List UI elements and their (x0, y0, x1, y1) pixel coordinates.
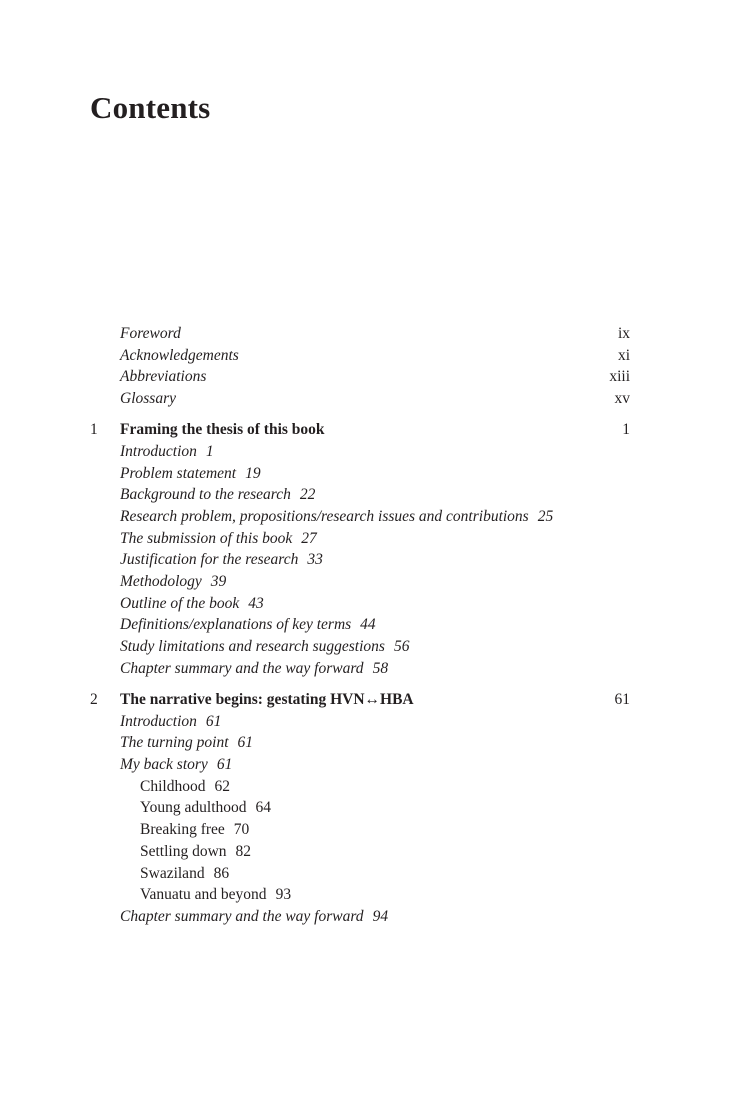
spacer (90, 680, 630, 690)
toc-section-text (120, 711, 221, 733)
toc-subsection[interactable] (90, 776, 630, 798)
toc-section-label: Justification for the research (120, 551, 299, 569)
toc-section-text (120, 549, 323, 571)
toc-subsection-page: 93 (275, 886, 292, 904)
toc-section-page: 44 (360, 616, 376, 634)
toc-subsection[interactable] (90, 884, 630, 906)
toc-section-page: 19 (245, 464, 261, 482)
toc-entry-page: xv (614, 390, 630, 408)
toc-section-text (120, 463, 261, 485)
toc-entry-label: Foreword (120, 325, 181, 342)
toc-section[interactable] (90, 658, 630, 680)
toc-subsection-text (140, 776, 230, 798)
toc-subsection-label: Settling down (140, 842, 227, 860)
toc-section[interactable] (90, 636, 630, 658)
chapter-page: 1 (622, 421, 630, 439)
toc-subsection[interactable] (90, 819, 630, 841)
toc-section-page: 27 (301, 529, 317, 547)
toc-section-page: 43 (248, 594, 264, 612)
toc-subsection-label: Young adulthood (140, 799, 247, 817)
toc-section[interactable] (90, 549, 630, 571)
toc-section-page: 61 (237, 734, 254, 752)
toc-section[interactable] (90, 506, 630, 528)
toc-section-label: The submission of this book (120, 529, 293, 547)
toc-subsection-label: Breaking free (140, 821, 225, 839)
toc-section[interactable] (90, 571, 630, 593)
toc-section-text (120, 906, 388, 928)
toc-section-text (120, 658, 388, 680)
toc-subsection-text (140, 819, 249, 841)
toc-section-page: 22 (299, 486, 316, 504)
toc-section-label: Outline of the book (120, 594, 240, 612)
toc-subsection-text (140, 797, 271, 819)
page-title: Contents (90, 90, 211, 125)
toc-subsection-label: Vanuatu and beyond (140, 886, 267, 904)
toc-section-label: Study limitations and research suggestions (120, 638, 385, 656)
toc-entry-label: Acknowledgements (120, 346, 239, 364)
toc-section-label: Introduction (120, 442, 197, 460)
toc-section[interactable] (90, 441, 630, 463)
toc-section[interactable] (90, 484, 630, 506)
toc-subsection-label: Childhood (140, 777, 206, 795)
chapter-page: 61 (614, 691, 630, 708)
toc-section-page: 1 (205, 442, 214, 460)
toc-section-text (120, 614, 376, 636)
toc-section-text (120, 484, 315, 506)
toc-subsection-page: 64 (255, 799, 272, 817)
toc-section-label: Chapter summary and the way forward (120, 907, 364, 925)
toc-section[interactable] (90, 593, 630, 615)
toc-section-page: 33 (307, 551, 323, 569)
toc-subsection[interactable] (90, 863, 630, 885)
toc-subsection-text (140, 884, 291, 906)
toc-subsection-label: Swaziland (140, 864, 205, 882)
toc-section[interactable] (90, 732, 630, 754)
toc-entry-label: Glossary (120, 390, 176, 408)
toc-section-page: 39 (210, 573, 227, 591)
toc-subsection-page: 86 (213, 864, 230, 882)
toc-section-label: Introduction (120, 712, 197, 730)
toc-section-label: Problem statement (120, 464, 237, 482)
chapter-heading-1[interactable] (90, 419, 630, 441)
toc-section-label: Chapter summary and the way forward (120, 659, 364, 677)
toc-section-label: Definitions/explanations of key terms (120, 616, 352, 634)
toc-section-label: My back story (120, 756, 208, 774)
toc-section-text (120, 754, 232, 776)
toc-entry-label: Abbreviations (120, 368, 207, 386)
toc-subsection-text (140, 863, 229, 885)
toc-section-page: 61 (216, 756, 233, 774)
toc-section[interactable] (90, 906, 630, 928)
toc-section[interactable] (90, 463, 630, 485)
spacer (90, 410, 630, 420)
toc-section-label: Research problem, propositions/research issues and contributions (120, 508, 529, 525)
toc-section[interactable] (90, 754, 630, 776)
toc-section-label: The turning point (120, 734, 229, 752)
chapter-heading-2[interactable] (90, 689, 630, 711)
chapter-title: The narrative begins: gestating HVN↔HBA (120, 691, 414, 708)
toc-entry-foreword[interactable] (90, 323, 630, 345)
toc-section-page: 56 (393, 638, 410, 656)
chapter-number: 1 (90, 421, 98, 439)
toc-section-text (120, 506, 553, 528)
toc-entry-page: xiii (609, 368, 630, 386)
toc-entry-page: xi (617, 346, 630, 364)
toc-section-page: 94 (372, 907, 389, 925)
toc-section-text (120, 636, 409, 658)
toc-section-page: 25 (537, 508, 554, 525)
toc-section-page: 58 (372, 659, 389, 677)
toc-section-text (120, 571, 226, 593)
toc-subsection-page: 70 (233, 821, 250, 839)
toc-section[interactable] (90, 528, 630, 550)
toc-section-label: Methodology (120, 573, 202, 591)
chapter-number: 2 (90, 691, 98, 708)
toc-entry-abbreviations[interactable] (90, 366, 630, 388)
chapter-title: Framing the thesis of this book (120, 421, 325, 439)
toc-section[interactable] (90, 614, 630, 636)
table-of-contents (90, 323, 630, 928)
toc-subsection-page: 82 (235, 842, 252, 860)
toc-section-text (120, 732, 253, 754)
toc-subsection-page: 62 (214, 777, 230, 795)
toc-section-text (120, 528, 317, 550)
toc-entry-page: ix (617, 325, 630, 342)
toc-entry-glossary[interactable] (90, 388, 630, 410)
toc-section-label: Background to the research (120, 486, 291, 504)
toc-section-text (120, 593, 264, 615)
toc-entry-acknowledgements[interactable] (90, 345, 630, 367)
toc-subsection-text (140, 841, 251, 863)
toc-subsection[interactable] (90, 841, 630, 863)
toc-section-text (120, 441, 214, 463)
toc-section-page: 61 (205, 712, 222, 730)
toc-section[interactable] (90, 711, 630, 733)
toc-subsection[interactable] (90, 797, 630, 819)
